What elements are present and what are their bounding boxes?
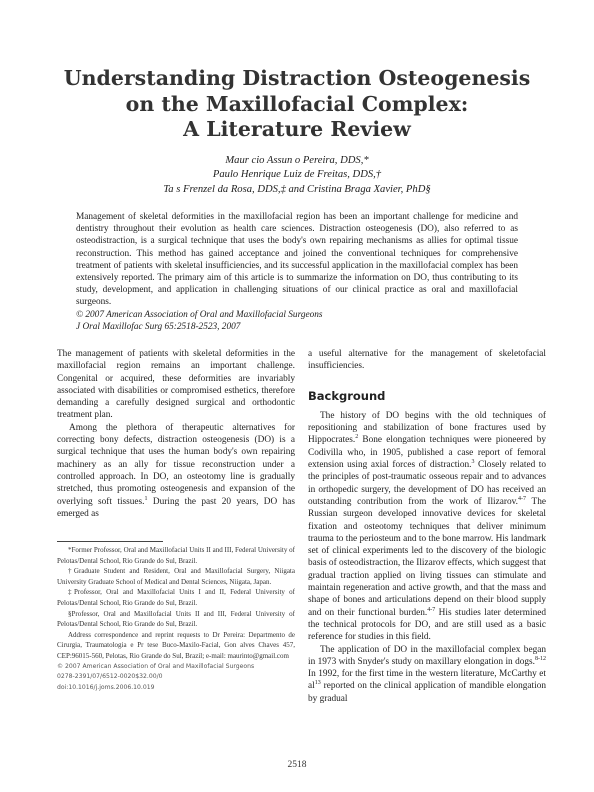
background-paragraph-1 — [308, 410, 546, 644]
reference-marker: 8-12 — [535, 655, 546, 662]
intro-paragraph-2-continued: During the past 20 years, DO has emerged as — [57, 496, 296, 519]
title-line-2: on the Maxillofacial Complex: — [125, 91, 469, 116]
background-paragraph-2 — [308, 644, 546, 705]
page-number: 2518 — [287, 760, 307, 770]
footnote-divider — [57, 541, 163, 542]
section-heading-background: Background — [308, 388, 386, 403]
left-column — [57, 348, 295, 520]
footnote-author-3: ‡Professor, Oral and Maxillofacial Units I and II, Federal University of Pelotas/Dental School, Rio Grande do Sul, Brazil. — [57, 588, 295, 607]
right-column — [308, 348, 546, 705]
abstract-citation: J Oral Maxillofac Surg 65:2518-2523, 2007 — [76, 321, 241, 332]
reference-marker: 3 — [471, 458, 475, 465]
footnote-copyright: © 2007 American Association of Oral and Maxillofacial Surgeons — [57, 662, 255, 670]
background-text-b: Bone elongation techniques were pioneered by Codivilla who, in 1905, published a case report of femoral extension using axial forces of distraction. — [308, 435, 546, 471]
background-text-e: His studies later determined the technical protocols for DO, and are still used as a basic reference for studies in this field. — [308, 607, 547, 643]
footnote-author-4: §Professor, Oral and Maxillofacial Units II and III, Federal University of Pelotas/Dental School, Rio Grande do Sul, Brazil. — [57, 609, 295, 629]
footnote-author-1: *Former Professor, Oral and Maxillofacial Units II and III, Federal University of Pelotas/Dental School, Rio Grande do Sul, Brazil. — [57, 546, 295, 565]
author-line-1: Maur cio Assun o Pereira, DDS,* — [225, 155, 369, 166]
intro-paragraph-1: The management of patients with skeletal deformities in the maxillofacial region remains an important challenge. Congenital or acquired, these deformities are invariably associated with disabilities or compromised esthetics, therefore demanding a carefully designed surgical and orthodontic treatment plan. — [57, 349, 295, 421]
abstract-text: Management of skeletal deformities in the maxillofacial region has been an important challenge for medicine and dentistry throughout their evolution as health care sciences. Distraction osteogenesis (DO), also referred to as osteodistraction, is a surgical technique that uses the body's own repairing mechanisms as allies for optimal tissue reconstruction. This method has gained acceptance and joined the conventional techniques for comprehensive treatment of patients with skeletal insufficiencies, and its successful application in the maxillofacial complex has been extensively reported. The primary aim of this article is to summarize the information on DO, thus contributing to its study, development, and application in challenging situations of our clinical practice as oral and maxillofacial surgeons. — [76, 212, 518, 308]
abstract — [76, 211, 518, 333]
background-p2-text-b: In 1992, for the first time in the western literature, McCarthy et al — [308, 669, 546, 692]
abstract-copyright: © 2007 American Association of Oral and Maxillofacial Surgeons — [76, 309, 323, 320]
reference-marker: 4-7 — [518, 495, 526, 502]
intro-paragraph-2-text: Among the plethora of therapeutic alternatives for correcting bony defects, distraction osteogenesis (DO) is a surgical technique that uses the human body's own repairing machinery as an ally for tissue reconstruction under a controlled approach. In DO, an osteotomy line is gradually stretched, thus promoting osteogenesis and expansion of the overlying soft tissues. — [57, 422, 295, 507]
title-line-1: Understanding Distraction Osteogenesis — [63, 66, 531, 90]
reference-marker: 4-7 — [427, 606, 436, 613]
footnote-correspondence: Address correspondence and reprint requests to Dr Pereira: Departmento de Cirurgia, Traumatologia e Pr tese Buco-Maxilo-Facial, Gon alves Chaves 457, CEP:96015-560, Pelotas, Rio Grande do Sul, Brazil; e-mail: maurinto@gmail.com — [57, 630, 295, 660]
intro-paragraph-2 — [57, 422, 295, 520]
footnote-doi: doi:10.1016/j.joms.2006.10.019 — [57, 683, 155, 691]
background-text-c: Closely related to the principles of post-traumatic osseous repair and to advances in orthopedic surgery, the development of DO has received an outstanding contribution from the work of Ilizarov. — [308, 460, 546, 507]
background-p2-text-c: reported on the clinical application of mandible elongation by gradual — [308, 681, 546, 704]
continued-paragraph: a useful alternative for the management of skeletofacial insufficiencies. — [308, 349, 546, 372]
background-text-a: The history of DO begins with the old techniques of repositioning and stabilization of bone fractures used by Hippocrates. — [308, 410, 546, 446]
article-title — [40, 66, 554, 143]
background-p2-text-a: The application of DO in the maxillofacial complex began in 1973 with Snyder's study on maxillary elongation in dogs. — [308, 644, 546, 667]
author-line-2: Paulo Henrique Luiz de Freitas, DDS,† — [212, 169, 382, 181]
reference-marker: 2 — [355, 434, 359, 441]
footnote-issn: 0278-2391/07/6512-0020$32.00/0 — [57, 673, 163, 681]
author-line-3: Ta s Frenzel da Rosa, DDS,‡ and Cristina Braga Xavier, PhD§ — [163, 183, 431, 195]
author-list — [40, 154, 554, 197]
background-text-d: The Russian surgeon developed innovative devices for skeletal fixation and osteotomy techniques that deliver minimum trauma to the periosteum and to the bone marrow. His landmark set of clinical experiments led to the discovery of the biologic basis of osteodistraction, the Ilizarov effects, which suggest that gradual traction applied on living tissues can stimulate and maintain regeneration and active growth, and that the mass and shape of bones and articulations depend on their blood supply and on their functional burden. — [308, 496, 546, 618]
footnote-author-2: †Graduate Student and Resident, Oral and Maxillofacial Surgery, Niigata University Graduate School of Medical and Dental Sciences, Niigata, Japan. — [57, 567, 295, 586]
reference-marker: 1 — [144, 495, 148, 502]
reference-marker: 13 — [314, 680, 321, 687]
footnotes — [57, 545, 295, 693]
title-line-3: A Literature Review — [183, 117, 411, 141]
